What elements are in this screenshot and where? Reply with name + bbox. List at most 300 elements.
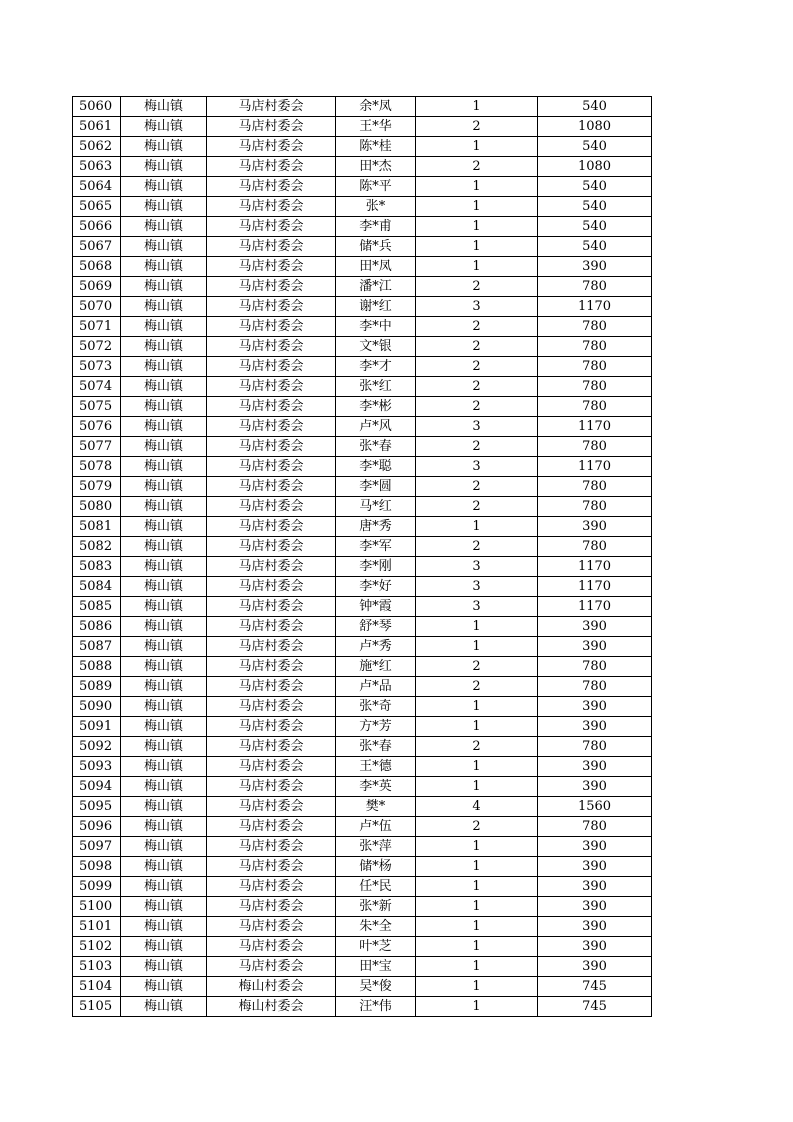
record-id-cell: 5101 (73, 917, 121, 937)
town-cell: 梅山镇 (121, 397, 207, 417)
village-cell: 马店村委会 (207, 817, 336, 837)
household-count-cell: 1 (416, 877, 538, 897)
household-count-cell: 1 (416, 757, 538, 777)
town-cell: 梅山镇 (121, 117, 207, 137)
village-cell: 马店村委会 (207, 97, 336, 117)
table-row (73, 757, 652, 777)
record-id-cell: 5063 (73, 157, 121, 177)
household-count-cell: 1 (416, 257, 538, 277)
record-id-cell: 5090 (73, 697, 121, 717)
name-cell: 李*英 (336, 777, 416, 797)
record-id-cell: 5082 (73, 537, 121, 557)
household-count-cell: 2 (416, 817, 538, 837)
table-row (73, 97, 652, 117)
village-cell: 马店村委会 (207, 237, 336, 257)
amount-cell: 390 (538, 857, 652, 877)
name-cell: 卢*伍 (336, 817, 416, 837)
village-cell: 梅山村委会 (207, 977, 336, 997)
town-cell: 梅山镇 (121, 977, 207, 997)
table-row (73, 237, 652, 257)
household-count-cell: 4 (416, 797, 538, 817)
village-cell: 马店村委会 (207, 957, 336, 977)
village-cell: 马店村委会 (207, 617, 336, 637)
amount-cell: 540 (538, 137, 652, 157)
village-cell: 马店村委会 (207, 377, 336, 397)
record-id-cell: 5085 (73, 597, 121, 617)
table-row (73, 417, 652, 437)
village-cell: 马店村委会 (207, 877, 336, 897)
record-id-cell: 5103 (73, 957, 121, 977)
table-row (73, 937, 652, 957)
table-row (73, 877, 652, 897)
town-cell: 梅山镇 (121, 657, 207, 677)
town-cell: 梅山镇 (121, 377, 207, 397)
town-cell: 梅山镇 (121, 477, 207, 497)
town-cell: 梅山镇 (121, 217, 207, 237)
table-row (73, 737, 652, 757)
village-cell: 马店村委会 (207, 257, 336, 277)
table-row (73, 537, 652, 557)
record-id-cell: 5100 (73, 897, 121, 917)
name-cell: 卢*风 (336, 417, 416, 437)
town-cell: 梅山镇 (121, 137, 207, 157)
record-id-cell: 5078 (73, 457, 121, 477)
amount-cell: 1170 (538, 297, 652, 317)
household-count-cell: 2 (416, 497, 538, 517)
record-id-cell: 5060 (73, 97, 121, 117)
record-id-cell: 5074 (73, 377, 121, 397)
village-cell: 马店村委会 (207, 217, 336, 237)
household-count-cell: 1 (416, 697, 538, 717)
amount-cell: 390 (538, 877, 652, 897)
record-id-cell: 5105 (73, 997, 121, 1017)
table-row (73, 317, 652, 337)
name-cell: 卢*品 (336, 677, 416, 697)
amount-cell: 390 (538, 517, 652, 537)
household-count-cell: 1 (416, 917, 538, 937)
town-cell: 梅山镇 (121, 717, 207, 737)
table-row (73, 297, 652, 317)
name-cell: 余*凤 (336, 97, 416, 117)
table-row (73, 477, 652, 497)
amount-cell: 390 (538, 637, 652, 657)
town-cell: 梅山镇 (121, 557, 207, 577)
amount-cell: 390 (538, 777, 652, 797)
village-cell: 马店村委会 (207, 577, 336, 597)
town-cell: 梅山镇 (121, 677, 207, 697)
village-cell: 马店村委会 (207, 477, 336, 497)
record-id-cell: 5067 (73, 237, 121, 257)
name-cell: 张* (336, 197, 416, 217)
name-cell: 朱*全 (336, 917, 416, 937)
table-row (73, 597, 652, 617)
town-cell: 梅山镇 (121, 357, 207, 377)
amount-cell: 1080 (538, 157, 652, 177)
town-cell: 梅山镇 (121, 497, 207, 517)
record-id-cell: 5076 (73, 417, 121, 437)
table-row (73, 277, 652, 297)
household-count-cell: 1 (416, 777, 538, 797)
table-row (73, 377, 652, 397)
town-cell: 梅山镇 (121, 957, 207, 977)
amount-cell: 540 (538, 217, 652, 237)
name-cell: 任*民 (336, 877, 416, 897)
amount-cell: 780 (538, 737, 652, 757)
record-id-cell: 5079 (73, 477, 121, 497)
household-count-cell: 2 (416, 157, 538, 177)
name-cell: 樊* (336, 797, 416, 817)
table-row (73, 257, 652, 277)
amount-cell: 540 (538, 177, 652, 197)
village-cell: 马店村委会 (207, 737, 336, 757)
village-cell: 马店村委会 (207, 897, 336, 917)
table-row (73, 357, 652, 377)
village-cell: 马店村委会 (207, 677, 336, 697)
amount-cell: 780 (538, 377, 652, 397)
household-count-cell: 1 (416, 937, 538, 957)
amount-cell: 1170 (538, 457, 652, 477)
amount-cell: 780 (538, 477, 652, 497)
record-id-cell: 5102 (73, 937, 121, 957)
record-id-cell: 5075 (73, 397, 121, 417)
town-cell: 梅山镇 (121, 457, 207, 477)
name-cell: 李*才 (336, 357, 416, 377)
record-id-cell: 5061 (73, 117, 121, 137)
town-cell: 梅山镇 (121, 857, 207, 877)
record-id-cell: 5087 (73, 637, 121, 657)
amount-cell: 1170 (538, 417, 652, 437)
table-row (73, 797, 652, 817)
town-cell: 梅山镇 (121, 577, 207, 597)
village-cell: 马店村委会 (207, 797, 336, 817)
name-cell: 李*聪 (336, 457, 416, 477)
amount-cell: 745 (538, 997, 652, 1017)
household-count-cell: 1 (416, 897, 538, 917)
table-row (73, 137, 652, 157)
town-cell: 梅山镇 (121, 917, 207, 937)
town-cell: 梅山镇 (121, 697, 207, 717)
town-cell: 梅山镇 (121, 177, 207, 197)
village-cell: 马店村委会 (207, 857, 336, 877)
amount-cell: 540 (538, 237, 652, 257)
village-cell: 马店村委会 (207, 557, 336, 577)
record-id-cell: 5065 (73, 197, 121, 217)
town-cell: 梅山镇 (121, 437, 207, 457)
village-cell: 马店村委会 (207, 437, 336, 457)
name-cell: 张*奇 (336, 697, 416, 717)
household-count-cell: 2 (416, 537, 538, 557)
name-cell: 卢*秀 (336, 637, 416, 657)
household-count-cell: 2 (416, 397, 538, 417)
amount-cell: 540 (538, 97, 652, 117)
village-cell: 马店村委会 (207, 357, 336, 377)
amount-cell: 780 (538, 397, 652, 417)
name-cell: 田*杰 (336, 157, 416, 177)
household-count-cell: 2 (416, 677, 538, 697)
household-count-cell: 2 (416, 657, 538, 677)
record-id-cell: 5068 (73, 257, 121, 277)
name-cell: 李*彬 (336, 397, 416, 417)
table-row (73, 917, 652, 937)
amount-cell: 780 (538, 277, 652, 297)
village-cell: 马店村委会 (207, 657, 336, 677)
town-cell: 梅山镇 (121, 237, 207, 257)
table-row (73, 857, 652, 877)
village-cell: 马店村委会 (207, 777, 336, 797)
town-cell: 梅山镇 (121, 517, 207, 537)
amount-cell: 1170 (538, 557, 652, 577)
table-row (73, 897, 652, 917)
record-id-cell: 5062 (73, 137, 121, 157)
records-table (72, 96, 652, 1017)
name-cell: 潘*江 (336, 277, 416, 297)
household-count-cell: 1 (416, 717, 538, 737)
town-cell: 梅山镇 (121, 817, 207, 837)
name-cell: 钟*霞 (336, 597, 416, 617)
name-cell: 张*萍 (336, 837, 416, 857)
amount-cell: 390 (538, 937, 652, 957)
table-row (73, 957, 652, 977)
name-cell: 王*德 (336, 757, 416, 777)
amount-cell: 780 (538, 497, 652, 517)
amount-cell: 390 (538, 917, 652, 937)
town-cell: 梅山镇 (121, 97, 207, 117)
record-id-cell: 5072 (73, 337, 121, 357)
amount-cell: 390 (538, 697, 652, 717)
table-row (73, 677, 652, 697)
table-row (73, 817, 652, 837)
table-row (73, 397, 652, 417)
table-row (73, 497, 652, 517)
household-count-cell: 1 (416, 617, 538, 637)
record-id-cell: 5094 (73, 777, 121, 797)
town-cell: 梅山镇 (121, 257, 207, 277)
town-cell: 梅山镇 (121, 997, 207, 1017)
name-cell: 陈*桂 (336, 137, 416, 157)
village-cell: 马店村委会 (207, 397, 336, 417)
name-cell: 李*圆 (336, 477, 416, 497)
record-id-cell: 5092 (73, 737, 121, 757)
household-count-cell: 1 (416, 177, 538, 197)
village-cell: 马店村委会 (207, 157, 336, 177)
record-id-cell: 5089 (73, 677, 121, 697)
household-count-cell: 1 (416, 837, 538, 857)
household-count-cell: 1 (416, 997, 538, 1017)
amount-cell: 780 (538, 537, 652, 557)
town-cell: 梅山镇 (121, 417, 207, 437)
record-id-cell: 5097 (73, 837, 121, 857)
table-row (73, 437, 652, 457)
table-row (73, 637, 652, 657)
town-cell: 梅山镇 (121, 197, 207, 217)
name-cell: 储*杨 (336, 857, 416, 877)
record-id-cell: 5073 (73, 357, 121, 377)
record-id-cell: 5064 (73, 177, 121, 197)
name-cell: 施*红 (336, 657, 416, 677)
name-cell: 张*春 (336, 737, 416, 757)
amount-cell: 390 (538, 957, 652, 977)
name-cell: 马*红 (336, 497, 416, 517)
amount-cell: 390 (538, 837, 652, 857)
amount-cell: 780 (538, 337, 652, 357)
amount-cell: 1560 (538, 797, 652, 817)
household-count-cell: 2 (416, 437, 538, 457)
household-count-cell: 1 (416, 977, 538, 997)
town-cell: 梅山镇 (121, 757, 207, 777)
amount-cell: 780 (538, 317, 652, 337)
amount-cell: 390 (538, 257, 652, 277)
town-cell: 梅山镇 (121, 157, 207, 177)
town-cell: 梅山镇 (121, 617, 207, 637)
name-cell: 田*凤 (336, 257, 416, 277)
table-row (73, 837, 652, 857)
amount-cell: 540 (538, 197, 652, 217)
amount-cell: 390 (538, 757, 652, 777)
household-count-cell: 3 (416, 597, 538, 617)
town-cell: 梅山镇 (121, 297, 207, 317)
table-row (73, 697, 652, 717)
name-cell: 陈*平 (336, 177, 416, 197)
name-cell: 唐*秀 (336, 517, 416, 537)
table-row (73, 557, 652, 577)
name-cell: 谢*红 (336, 297, 416, 317)
household-count-cell: 1 (416, 137, 538, 157)
record-id-cell: 5099 (73, 877, 121, 897)
record-id-cell: 5083 (73, 557, 121, 577)
village-cell: 马店村委会 (207, 497, 336, 517)
household-count-cell: 1 (416, 237, 538, 257)
amount-cell: 1170 (538, 577, 652, 597)
table-row (73, 517, 652, 537)
table-row (73, 177, 652, 197)
name-cell: 李*中 (336, 317, 416, 337)
town-cell: 梅山镇 (121, 277, 207, 297)
household-count-cell: 1 (416, 217, 538, 237)
record-id-cell: 5093 (73, 757, 121, 777)
village-cell: 马店村委会 (207, 757, 336, 777)
town-cell: 梅山镇 (121, 337, 207, 357)
household-count-cell: 3 (416, 417, 538, 437)
town-cell: 梅山镇 (121, 317, 207, 337)
name-cell: 张*春 (336, 437, 416, 457)
town-cell: 梅山镇 (121, 837, 207, 857)
village-cell: 马店村委会 (207, 637, 336, 657)
table-row (73, 617, 652, 637)
household-count-cell: 1 (416, 637, 538, 657)
village-cell: 马店村委会 (207, 337, 336, 357)
household-count-cell: 3 (416, 577, 538, 597)
table-row (73, 197, 652, 217)
village-cell: 马店村委会 (207, 277, 336, 297)
village-cell: 马店村委会 (207, 717, 336, 737)
record-id-cell: 5080 (73, 497, 121, 517)
household-count-cell: 2 (416, 477, 538, 497)
amount-cell: 780 (538, 677, 652, 697)
village-cell: 马店村委会 (207, 317, 336, 337)
record-id-cell: 5091 (73, 717, 121, 737)
village-cell: 马店村委会 (207, 517, 336, 537)
village-cell: 马店村委会 (207, 417, 336, 437)
name-cell: 方*芳 (336, 717, 416, 737)
record-id-cell: 5069 (73, 277, 121, 297)
town-cell: 梅山镇 (121, 937, 207, 957)
household-count-cell: 2 (416, 737, 538, 757)
record-id-cell: 5098 (73, 857, 121, 877)
record-id-cell: 5088 (73, 657, 121, 677)
name-cell: 舒*琴 (336, 617, 416, 637)
household-count-cell: 1 (416, 97, 538, 117)
record-id-cell: 5081 (73, 517, 121, 537)
name-cell: 张*红 (336, 377, 416, 397)
village-cell: 马店村委会 (207, 457, 336, 477)
name-cell: 吴*俊 (336, 977, 416, 997)
table-row (73, 217, 652, 237)
table-row (73, 717, 652, 737)
record-id-cell: 5066 (73, 217, 121, 237)
table-row (73, 157, 652, 177)
village-cell: 马店村委会 (207, 697, 336, 717)
village-cell: 马店村委会 (207, 297, 336, 317)
amount-cell: 1080 (538, 117, 652, 137)
household-count-cell: 1 (416, 517, 538, 537)
record-id-cell: 5070 (73, 297, 121, 317)
village-cell: 马店村委会 (207, 177, 336, 197)
household-count-cell: 1 (416, 857, 538, 877)
table-row (73, 117, 652, 137)
name-cell: 张*新 (336, 897, 416, 917)
name-cell: 李*甫 (336, 217, 416, 237)
name-cell: 田*宝 (336, 957, 416, 977)
household-count-cell: 2 (416, 357, 538, 377)
table-row (73, 977, 652, 997)
amount-cell: 780 (538, 657, 652, 677)
name-cell: 储*兵 (336, 237, 416, 257)
household-count-cell: 2 (416, 337, 538, 357)
name-cell: 王*华 (336, 117, 416, 137)
record-id-cell: 5096 (73, 817, 121, 837)
town-cell: 梅山镇 (121, 637, 207, 657)
name-cell: 李*好 (336, 577, 416, 597)
village-cell: 梅山村委会 (207, 997, 336, 1017)
record-id-cell: 5086 (73, 617, 121, 637)
village-cell: 马店村委会 (207, 917, 336, 937)
town-cell: 梅山镇 (121, 797, 207, 817)
village-cell: 马店村委会 (207, 537, 336, 557)
village-cell: 马店村委会 (207, 937, 336, 957)
amount-cell: 390 (538, 617, 652, 637)
table-row (73, 457, 652, 477)
town-cell: 梅山镇 (121, 777, 207, 797)
household-count-cell: 2 (416, 317, 538, 337)
village-cell: 马店村委会 (207, 597, 336, 617)
amount-cell: 780 (538, 817, 652, 837)
name-cell: 汪*伟 (336, 997, 416, 1017)
town-cell: 梅山镇 (121, 537, 207, 557)
household-count-cell: 2 (416, 277, 538, 297)
table-row (73, 577, 652, 597)
amount-cell: 390 (538, 717, 652, 737)
household-count-cell: 2 (416, 117, 538, 137)
village-cell: 马店村委会 (207, 137, 336, 157)
town-cell: 梅山镇 (121, 897, 207, 917)
record-id-cell: 5095 (73, 797, 121, 817)
town-cell: 梅山镇 (121, 597, 207, 617)
table-row (73, 777, 652, 797)
town-cell: 梅山镇 (121, 737, 207, 757)
amount-cell: 1170 (538, 597, 652, 617)
household-count-cell: 1 (416, 957, 538, 977)
record-id-cell: 5077 (73, 437, 121, 457)
